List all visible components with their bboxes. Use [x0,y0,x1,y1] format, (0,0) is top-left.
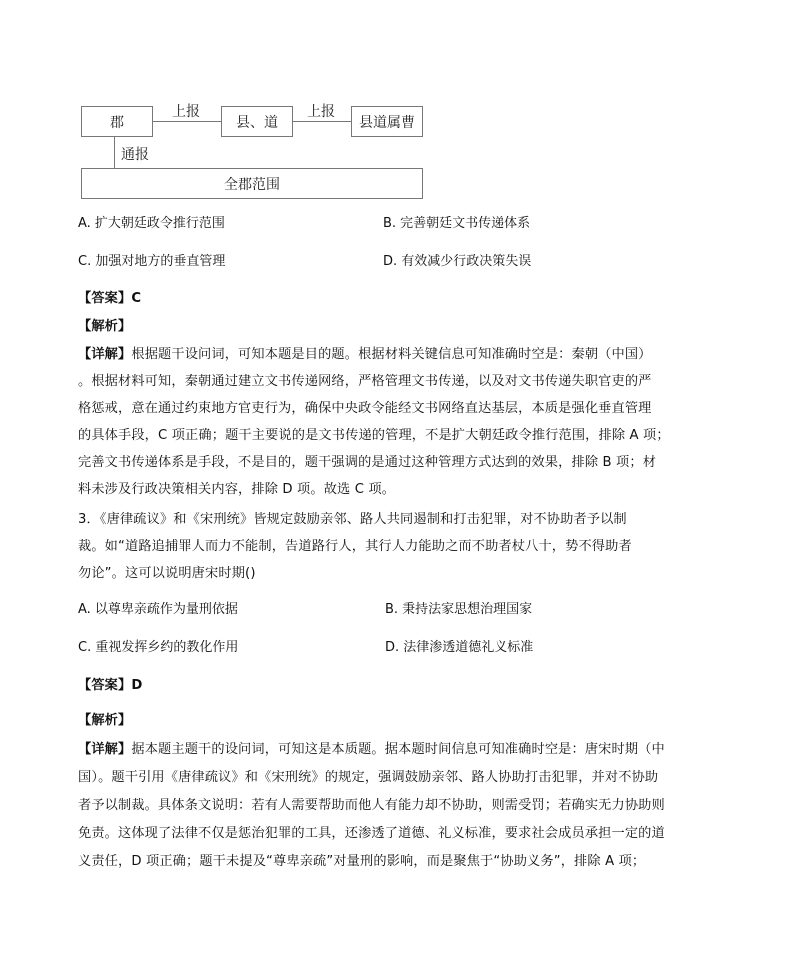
q2-detail-line-5: 完善文书传递体系是手段，不是目的，题干强调的是通过这种管理方式达到的效果，排除 B 项；材 [78,455,657,470]
q2-option-c: C. 加强对地方的垂直管理 [78,254,226,269]
q3-detail-line-3: 者予以制裁。具体条文说明：若有人需要帮助而他人有能力却不协助，则需受罚；若确实无力协助则 [78,798,665,813]
edge-label-shangbao-2: 上报 [307,104,335,120]
q2-detail-line-3: 格惩戒，意在通过约束地方官吏行为，确保中央政令能经文书网络直达基层，本质是强化垂直管理 [78,401,652,416]
edge-label-tongbao: 通报 [121,147,149,163]
q3-answer-value: D [131,678,143,693]
q3-answer [78,676,142,696]
q2-option-a: A. 扩大朝廷政令推行范围 [78,216,225,231]
q3-detail-text-1: 据本题主题干的设问词，可知这是本质题。据本题时间信息可知准确时空是：唐宋时期（中 [131,742,665,757]
q2-answer-label: 【答案】 [78,291,132,306]
q2-option-b: B. 完善朝廷文书传递体系 [383,216,531,231]
q3-option-d: D. 法律渗透道德礼义标准 [385,640,534,655]
q3-detail-line-4: 免责。这体现了法律不仅是惩治犯罪的工具，还渗透了道德、礼义标准，要求社会成员承担一定的道 [78,826,665,841]
node-jun: 郡 [81,106,153,137]
q3-option-b: B. 秉持法家思想治理国家 [385,602,533,617]
node-xiandao: 县、道 [221,106,293,137]
q3-stem-line-2: 裁。如“道路追捕罪人而力不能制，告道路行人，其行人力能助之而不助者杖八十，势不得助者 [78,539,632,554]
q2-analysis-label: 【解析】 [78,319,132,334]
q3-analysis-label: 【解析】 [78,713,132,728]
q2-answer [78,289,141,309]
q2-detail-label: 【详解】 [78,347,132,362]
q2-option-d: D. 有效减少行政决策失误 [383,254,532,269]
q2-detail-line-6: 料未涉及行政决策相关内容，排除 D 项。故选 C 项。 [78,482,396,497]
q2-detail-line-4: 的具体手段，C 项正确；题干主要说的是文书传递的管理，不是扩大朝廷政令推行范围，排除 A 项； [78,428,670,443]
q3-stem-line-3: 勿论”。这可以说明唐宋时期() [78,566,256,581]
flow-diagram [0,0,793,210]
q2-detail-line-2: 。根据材料可知，秦朝通过建立文书传递网络，严格管理文书传递，以及对文书传递失职官吏的严 [78,374,652,389]
q3-detail-line-1 [78,740,665,760]
q2-answer-value: C [131,291,142,306]
q2-detail-text-1: 根据题干设问词，可知本题是目的题。根据材料关键信息可知准确时空是：秦朝（中国） [131,347,652,362]
q3-detail-line-2: 国）。题干引用《唐律疏议》和《宋刑统》的规定，强调鼓励亲邻、路人协助打击犯罪，并对不协助 [78,770,659,785]
edge-line-3 [114,137,115,168]
edge-line-2 [293,121,351,122]
edge-line-1 [153,121,221,122]
q3-detail-line-5: 义责任，D 项正确；题干未提及“尊卑亲疏”对量刑的影响，而是聚焦于“协助义务”，排除 A 项； [78,854,646,869]
q3-option-c: C. 重视发挥乡约的教化作用 [78,640,239,655]
q2-detail-line-1 [78,345,652,365]
node-quanjun: 全郡范围 [81,168,423,199]
q3-option-a: A. 以尊卑亲疏作为量刑依据 [78,602,238,617]
q3-detail-label: 【详解】 [78,742,132,757]
node-xiandao-shucao: 县道属曹 [351,106,423,137]
edge-label-shangbao-1: 上报 [172,104,200,120]
q3-answer-label: 【答案】 [78,678,132,693]
q3-stem-line-1: 3．《唐律疏议》和《宋刑统》皆规定鼓励亲邻、路人共同遏制和打击犯罪，对不协助者予以制 [78,512,627,527]
